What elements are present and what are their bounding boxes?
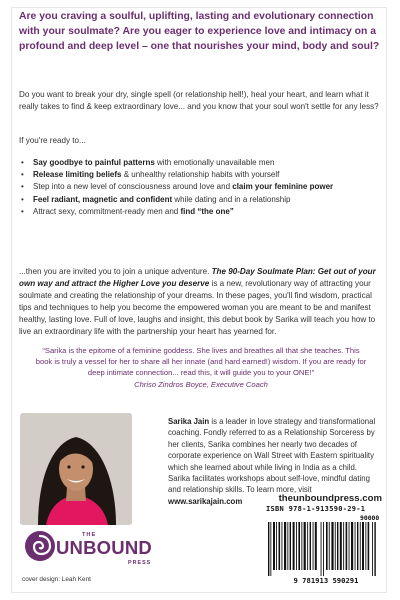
logo-the: THE [82, 532, 97, 538]
cover-headline: Are you craving a soulful, uplifting, lasting and evolutionary connection with your soulmate? Are you eager to experience love and intimacy on a profound and deep level – one that nourishes your mind, body and soul? [19, 11, 380, 52]
invitation-paragraph: ...then you are invited you to join a unique adventure. The 90-Day Soulmate Plan: Get out of your own way and attract the Higher Love you deserve is a new, revolutionary way of attracting your soulmate and creating the relationship of your dreams. In these pages, you'll find wisdom, practical tips and techniques to help you become the empowered woman you are meant to be and manifest healthy, lasting love. Full of love, laughs and insight, this debut book by Sarika will teach you how to live an extraordinary life with the partnership your heart has yearned for. [19, 267, 376, 336]
list-item: • Step into a new level of consciousness around love and claim your feminine power [19, 181, 383, 193]
isbn-barcode [262, 504, 386, 590]
barcode-digits: 9 781913 590291 [293, 576, 359, 585]
author-name: Sarika Jain [168, 417, 210, 426]
author-photo [20, 413, 132, 525]
publisher-website-link[interactable]: theunboundpress.com [278, 493, 382, 504]
intro-paragraph: Do you want to break your dry, single spell (or relationship hell!), heal your heart, and learn what it really takes to find & keep extraordinary love... and you know that your soul won't settle for any less? [19, 90, 379, 111]
list-item: • Feel radiant, magnetic and confident while dating and in a relationship [19, 194, 383, 206]
author-portrait-icon [20, 413, 132, 525]
publisher-logo-wordmark: UNBOUND [56, 537, 152, 558]
cover-design-credit: cover design: Leah Kent [22, 576, 91, 583]
unbound-spiral-logo-icon [24, 530, 56, 562]
bullet-icon: • [21, 170, 24, 180]
bullet-icon: • [21, 182, 24, 192]
testimonial [34, 345, 368, 390]
price-code: 90000 [360, 514, 380, 522]
benefit-list [19, 157, 383, 218]
ready-lead-in: If you're ready to... [19, 136, 86, 145]
isbn-label: ISBN 978-1-913590-29-1 [266, 505, 366, 513]
list-item: • Release limiting beliefs & unhealthy relationship habits with yourself [19, 169, 383, 181]
book-title: The 90-Day Soulmate Plan: Get out of your own way and attract the Higher Love you deserve [19, 267, 376, 288]
logo-press: PRESS [128, 560, 152, 566]
bullet-icon: • [21, 194, 24, 204]
testimonial-text: “Sarika is the epitome of a feminine goddess. She lives and breathes all that she teaches. This book is truly a vessel for her to share all her innate (and hard earned!) wisdom. If you are ready for deep intimate connection... read this, it will guide you to your ONE!” [35, 346, 367, 378]
bullet-icon: • [21, 206, 24, 216]
author-bio: Sarika Jain is a leader in love strategy and transformational coaching. Fondly referred to as a Relationship Sorceress by her clients, Sarika combines her nearly two decades of corporate experience on Wall Street with Eastern spirituality which she learned about while living in India as a child. Sarika facilitates workshops about self-love, mindful dating and relationship skills. To learn more, visit www.sarikajain.com [168, 417, 376, 506]
testimonial-attribution: Chriso Zindros Boyce, Executive Coach [134, 379, 268, 389]
barcode-icon [266, 522, 384, 576]
list-item: • Say goodbye to painful patterns with emotionally unavailable men [19, 157, 383, 169]
author-website-link[interactable]: www.sarikajain.com [168, 496, 243, 506]
bullet-icon: • [21, 158, 24, 167]
list-item: • Attract sexy, commitment-ready men and find “the one” [19, 206, 383, 218]
